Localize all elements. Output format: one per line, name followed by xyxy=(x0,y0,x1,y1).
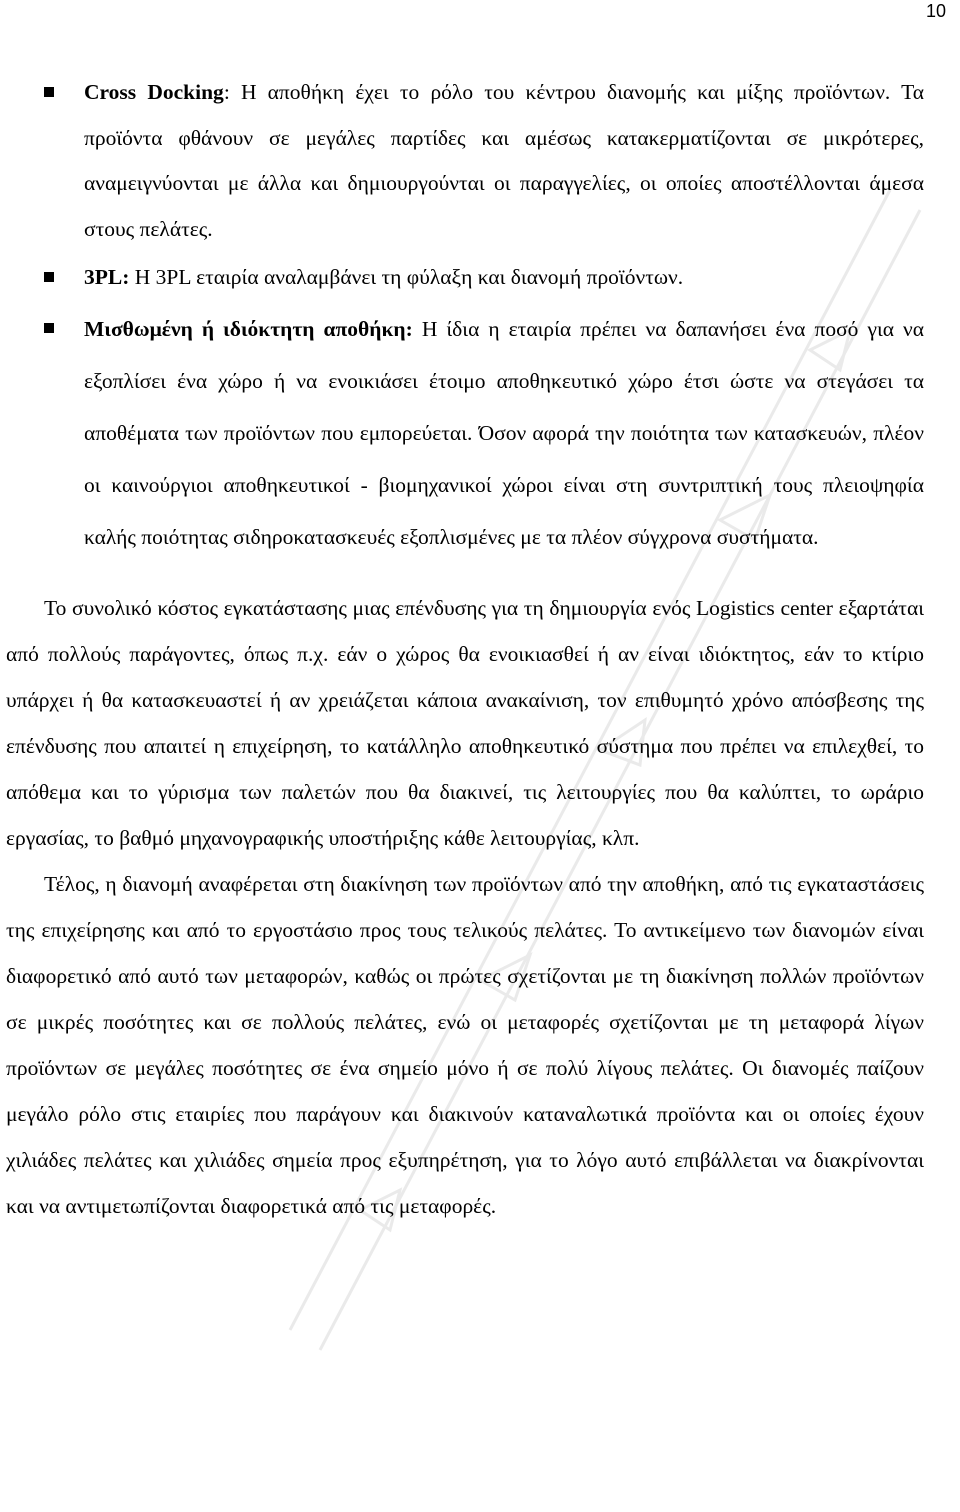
bullet-text: Η 3PL εταιρία αναλαμβάνει τη φύλαξη και διανομή προϊόντων. xyxy=(129,265,684,289)
paragraph-installation-cost: Το συνολικό κόστος εγκατάστασης μιας επένδυσης για τη δημιουργία ενός Logistics center εξαρτάται από πολλούς παράγοντες, όπως π.χ. εάν ο χώρος θα ενοικιασθεί ή αν είναι ιδιόκτητος, εάν το κτίριο υπάρχει ή θα κατασκευαστεί ή αν χρειάζεται κάποια ανακαίνιση, τον επιθυμητό χρόνο απόσβεσης της επένδυσης που απαιτεί η επιχείρηση, το κατάλληλο αποθηκευτικό σύστημα που πρέπει να επιλεχθεί, το απόθεμα και το γύρισμα των παλετών που θα διακινεί, τις λειτουργίες που θα καλύπτει, το ωράριο εργασίας, το βαθμό μηχανογραφικής υποστήριξης κάθε λειτουργίας, κλπ. xyxy=(6,596,924,850)
bullet-term: 3PL: xyxy=(84,265,130,289)
page-number: 10 xyxy=(925,1,946,21)
bullet-leased-or-owned-warehouse xyxy=(6,303,924,563)
document-body xyxy=(6,70,924,1229)
bullet-list xyxy=(6,70,924,563)
bullet-text: : Η αποθήκη έχει το ρόλο του κέντρου διανομής και μίξης προϊόντων. Τα προϊόντα φθάνουν σε μεγάλες παρτίδες και αμέσως κατακερματίζονται σε μικρότερες, αναμειγνύονται με άλλα και δημιουργούνται οι παραγγελίες, οι οποίες αποστέλλονται άμεσα στους πελάτες. xyxy=(84,80,925,241)
bullet-term: Cross Docking xyxy=(84,80,224,104)
bullet-cross-docking xyxy=(6,70,924,252)
bullet-text: Η ίδια η εταιρία πρέπει να δαπανήσει ένα ποσό για να εξοπλίσει ένα χώρο ή να ενοικιάσει έτοιμο αποθηκευτικό χώρο έτσι ώστε να στεγάσει τα αποθέματα των προϊόντων που εμπορεύεται. Όσον αφορά την ποιότητα των κατασκευών, πλέον οι καινούργιοι αποθηκευτικοί - βιομηχανικοί χώροι είναι στη συντριπτική τους πλειοψηφία καλής ποιότητας σιδηροκατασκευές εξοπλισμένες με τα πλέον σύγχρονα συστήματα. xyxy=(84,317,925,549)
square-bullet-icon xyxy=(44,272,54,282)
square-bullet-icon xyxy=(44,323,54,333)
paragraph-distribution: Τέλος, η διανομή αναφέρεται στη διακίνηση των προϊόντων από την αποθήκη, από τις εγκαταστάσεις της επιχείρησης και από το εργοστάσιο προς τους τελικούς πελάτες. Το αντικείμενο των διανομών είναι διαφορετικό από αυτό των μεταφορών, καθώς οι πρώτες σχετίζονται με τη διακίνηση πολλών προϊόντων σε μικρές ποσότητες και σε πολλούς πελάτες, ενώ οι μεταφορές σχετίζονται με τη μεταφορά λίγων προϊόντων σε μεγάλες ποσότητες σε ένα σημείο μόνο ή σε πολύ λίγους πελάτες. Οι διανομές παίζουν μεγάλο ρόλο στις εταιρίες που παράγουν και διακινούν καταναλωτικά προϊόντα και οι οποίες έχουν χιλιάδες πελάτες και χιλιάδες σημεία προς εξυπηρέτηση, για το λόγο αυτό επιβάλλεται να διακρίνονται και να αντιμετωπίζονται διαφορετικά από τις μεταφορές. xyxy=(6,872,924,1218)
bullet-3pl xyxy=(6,255,924,300)
bullet-term: Μισθωμένη ή ιδιόκτητη αποθήκη: xyxy=(84,317,413,341)
square-bullet-icon xyxy=(44,87,54,97)
